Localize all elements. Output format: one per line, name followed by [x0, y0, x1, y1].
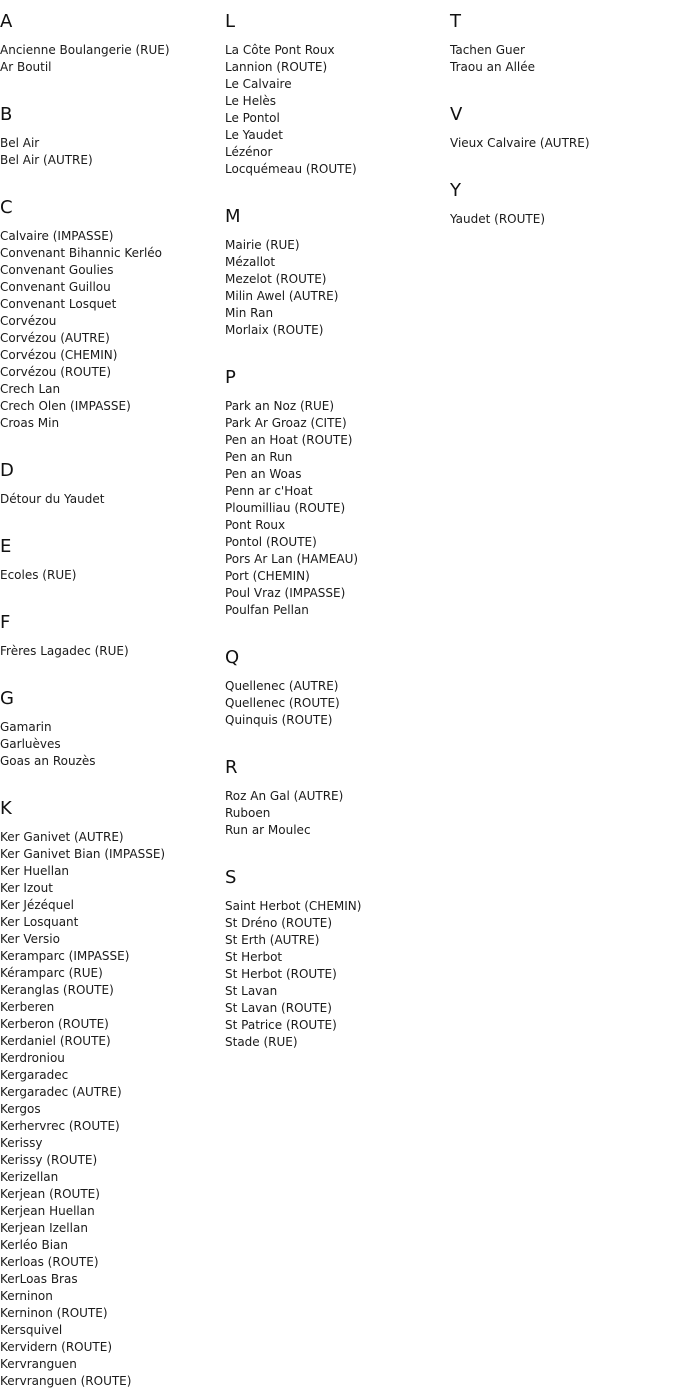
street-link[interactable]: Kervranguen	[0, 1357, 77, 1371]
street-link[interactable]: Pen an Run	[225, 450, 293, 464]
street-link[interactable]: Quellenec (ROUTE)	[225, 696, 340, 710]
street-link[interactable]: Ar Boutil	[0, 60, 52, 74]
street-link[interactable]: Convenant Losquet	[0, 297, 117, 311]
street-link[interactable]: Pors Ar Lan (HAMEAU)	[225, 552, 359, 566]
street-list	[0, 42, 220, 76]
letter-group	[225, 206, 445, 339]
letter-group	[225, 11, 445, 178]
street-link[interactable]: St Erth (AUTRE)	[225, 933, 320, 947]
street-list	[225, 898, 445, 1051]
letter-group	[0, 104, 220, 169]
street-list	[225, 237, 445, 339]
street-link[interactable]: Penn ar c'Hoat	[225, 484, 313, 498]
street-link[interactable]: Kerninon (ROUTE)	[0, 1306, 108, 1320]
street-link[interactable]: Mézallot	[225, 255, 276, 269]
letter-group	[225, 367, 445, 619]
street-link[interactable]: St Herbot	[225, 950, 283, 964]
street-list	[0, 719, 220, 770]
index-column	[0, 0, 220, 1390]
street-link[interactable]: Park Ar Groaz (CITE)	[225, 416, 347, 430]
street-link[interactable]: St Patrice (ROUTE)	[225, 1018, 337, 1032]
letter-group	[0, 798, 220, 1390]
letter-heading: Q	[225, 647, 240, 668]
street-link[interactable]: Kéramparc (RUE)	[0, 966, 103, 980]
street-list	[225, 678, 445, 729]
letter-group	[0, 612, 220, 660]
street-link[interactable]: Saint Herbot (CHEMIN)	[225, 899, 362, 913]
street-link[interactable]: Kergaradec (AUTRE)	[0, 1085, 122, 1099]
street-list	[0, 643, 220, 660]
letter-heading: A	[0, 11, 13, 32]
letter-heading: V	[450, 104, 463, 125]
street-link[interactable]: Kerizellan	[0, 1170, 59, 1184]
street-link[interactable]: Croas Min	[0, 416, 60, 430]
street-link[interactable]: Park an Noz (RUE)	[225, 399, 335, 413]
street-link[interactable]: Convenant Goulies	[0, 263, 114, 277]
street-link[interactable]: Locquémeau (ROUTE)	[225, 162, 357, 176]
letter-heading: S	[225, 867, 237, 888]
street-link[interactable]: Kerjean Huellan	[0, 1204, 95, 1218]
street-link[interactable]: Ker Jézéquel	[0, 898, 74, 912]
street-link[interactable]: Le Helès	[225, 94, 277, 108]
street-link[interactable]: Pont Roux	[225, 518, 286, 532]
street-link[interactable]: Calvaire (IMPASSE)	[0, 229, 114, 243]
index-column	[450, 0, 670, 228]
street-list	[450, 42, 670, 76]
letter-heading: G	[0, 688, 14, 709]
street-link[interactable]: Ploumilliau (ROUTE)	[225, 501, 346, 515]
street-link[interactable]: Kergaradec	[0, 1068, 69, 1082]
street-list	[0, 829, 220, 1390]
street-link[interactable]: Kervidern (ROUTE)	[0, 1340, 113, 1354]
street-link[interactable]: Corvézou (AUTRE)	[0, 331, 110, 345]
street-link[interactable]: Crech Olen (IMPASSE)	[0, 399, 131, 413]
street-link[interactable]: Détour du Yaudet	[0, 492, 105, 506]
letter-heading: L	[225, 11, 236, 32]
street-link[interactable]: Quinquis (ROUTE)	[225, 713, 333, 727]
street-link[interactable]: St Lavan (ROUTE)	[225, 1001, 332, 1015]
letter-group	[225, 867, 445, 1051]
street-link[interactable]: Kerjean Izellan	[0, 1221, 88, 1235]
street-list	[0, 228, 220, 432]
street-list	[0, 567, 220, 584]
street-link[interactable]: Kerberon (ROUTE)	[0, 1017, 109, 1031]
street-list	[225, 398, 445, 619]
street-link[interactable]: Milin Awel (AUTRE)	[225, 289, 339, 303]
street-link[interactable]: Ancienne Boulangerie (RUE)	[0, 43, 170, 57]
street-link[interactable]: Poulfan Pellan	[225, 603, 309, 617]
street-link[interactable]: Ecoles (RUE)	[0, 568, 77, 582]
street-link[interactable]: La Côte Pont Roux	[225, 43, 335, 57]
street-link[interactable]: Bel Air	[0, 136, 40, 150]
street-link[interactable]: Gamarin	[0, 720, 52, 734]
street-link[interactable]: Crech Lan	[0, 382, 61, 396]
street-link[interactable]: Kerloas (ROUTE)	[0, 1255, 99, 1269]
street-link[interactable]: Kerléo Bian	[0, 1238, 68, 1252]
street-link[interactable]: Corvézou	[0, 314, 57, 328]
street-link[interactable]: Roz An Gal (AUTRE)	[225, 789, 344, 803]
street-link[interactable]: St Dréno (ROUTE)	[225, 916, 333, 930]
street-link[interactable]: Kersquivel	[0, 1323, 63, 1337]
letter-group	[0, 460, 220, 508]
letter-group	[0, 197, 220, 432]
street-link[interactable]: Le Calvaire	[225, 77, 292, 91]
street-link[interactable]: Corvézou (ROUTE)	[0, 365, 112, 379]
street-link[interactable]: Port (CHEMIN)	[225, 569, 310, 583]
street-link[interactable]: Pontol (ROUTE)	[225, 535, 317, 549]
street-link[interactable]: Kerninon	[0, 1289, 53, 1303]
street-link[interactable]: Kerdroniou	[0, 1051, 65, 1065]
street-link[interactable]: KerLoas Bras	[0, 1272, 78, 1286]
letter-heading: B	[0, 104, 13, 125]
letter-heading: E	[0, 536, 12, 557]
street-link[interactable]: Pen an Woas	[225, 467, 302, 481]
street-link[interactable]: Ker Versio	[0, 932, 60, 946]
letter-heading: C	[0, 197, 13, 218]
letter-group	[0, 536, 220, 584]
street-link[interactable]: Corvézou (CHEMIN)	[0, 348, 118, 362]
letter-group	[225, 647, 445, 729]
street-link[interactable]: Ruboen	[225, 806, 271, 820]
letter-heading: P	[225, 367, 236, 388]
street-link[interactable]: Traou an Allée	[450, 60, 536, 74]
street-link[interactable]: Goas an Rouzès	[0, 754, 96, 768]
street-link[interactable]: Kerjean (ROUTE)	[0, 1187, 100, 1201]
street-link[interactable]: Garluèves	[0, 737, 61, 751]
letter-group	[450, 180, 670, 228]
street-link[interactable]: Kerberen	[0, 1000, 55, 1014]
street-link[interactable]: Vieux Calvaire (AUTRE)	[450, 136, 590, 150]
letter-group	[0, 11, 220, 76]
street-link[interactable]: Ker Losquant	[0, 915, 79, 929]
street-list	[450, 211, 670, 228]
street-link[interactable]: Poul Vraz (IMPASSE)	[225, 586, 346, 600]
street-link[interactable]: St Lavan	[225, 984, 278, 998]
street-link[interactable]: Le Pontol	[225, 111, 280, 125]
street-link[interactable]: Lannion (ROUTE)	[225, 60, 328, 74]
street-link[interactable]: Le Yaudet	[225, 128, 284, 142]
street-list	[225, 42, 445, 178]
street-link[interactable]: Keramparc (IMPASSE)	[0, 949, 130, 963]
street-link[interactable]: Kergos	[0, 1102, 41, 1116]
street-link[interactable]: Frères Lagadec (RUE)	[0, 644, 129, 658]
street-list	[225, 788, 445, 839]
street-list	[450, 135, 670, 152]
letter-heading: F	[0, 612, 11, 633]
letter-heading: T	[450, 11, 461, 32]
street-link[interactable]: Ker Izout	[0, 881, 53, 895]
street-link[interactable]: Mairie (RUE)	[225, 238, 300, 252]
letter-group	[450, 11, 670, 76]
street-link[interactable]: Kerissy (ROUTE)	[0, 1153, 98, 1167]
street-list	[0, 135, 220, 169]
letter-heading: D	[0, 460, 14, 481]
letter-group	[450, 104, 670, 152]
letter-heading: K	[0, 798, 12, 819]
street-link[interactable]: Stade (RUE)	[225, 1035, 298, 1049]
street-link[interactable]: Pen an Hoat (ROUTE)	[225, 433, 353, 447]
street-link[interactable]: Run ar Moulec	[225, 823, 311, 837]
letter-heading: Y	[450, 180, 461, 201]
street-link[interactable]: Ker Ganivet Bian (IMPASSE)	[0, 847, 166, 861]
letter-group	[0, 688, 220, 770]
street-link[interactable]: Convenant Guillou	[0, 280, 111, 294]
letter-group	[225, 757, 445, 839]
index-column	[225, 0, 445, 1051]
street-link[interactable]: Tachen Guer	[450, 43, 525, 57]
street-link[interactable]: Mezelot (ROUTE)	[225, 272, 327, 286]
street-link[interactable]: Convenant Bihannic Kerléo	[0, 246, 163, 260]
street-link[interactable]: Bel Air (AUTRE)	[0, 153, 93, 167]
street-link[interactable]: Min Ran	[225, 306, 274, 320]
street-link[interactable]: Keranglas (ROUTE)	[0, 983, 114, 997]
street-link[interactable]: Ker Ganivet (AUTRE)	[0, 830, 124, 844]
street-link[interactable]: Yaudet (ROUTE)	[450, 212, 545, 226]
street-link[interactable]: Kerhervrec (ROUTE)	[0, 1119, 120, 1133]
street-link[interactable]: Quellenec (AUTRE)	[225, 679, 339, 693]
street-link[interactable]: Kerdaniel (ROUTE)	[0, 1034, 111, 1048]
letter-heading: R	[225, 757, 238, 778]
street-link[interactable]: Ker Huellan	[0, 864, 70, 878]
street-link[interactable]: Kervranguen (ROUTE)	[0, 1374, 132, 1388]
street-list	[0, 491, 220, 508]
street-link[interactable]: Morlaix (ROUTE)	[225, 323, 324, 337]
letter-heading: M	[225, 206, 241, 227]
street-link[interactable]: Kerissy	[0, 1136, 43, 1150]
street-link[interactable]: Lézénor	[225, 145, 273, 159]
street-link[interactable]: St Herbot (ROUTE)	[225, 967, 337, 981]
